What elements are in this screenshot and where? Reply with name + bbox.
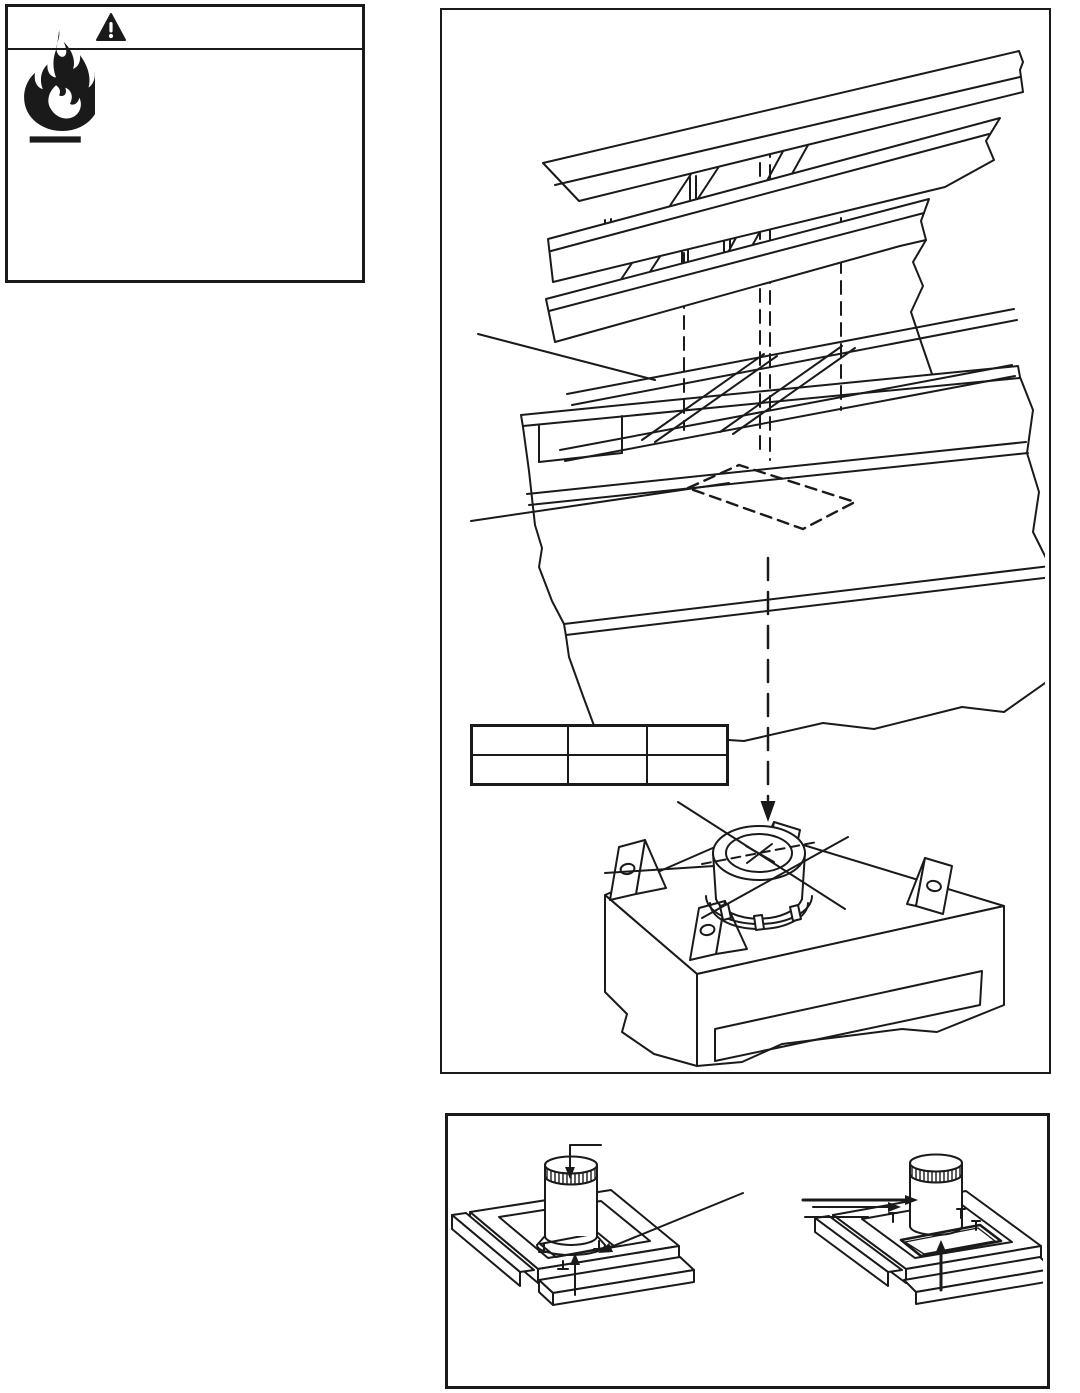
table-cell [472,755,569,785]
spec-table [470,724,729,786]
installation-exploded-figure [440,8,1051,1074]
warning-triangle-icon [96,12,126,43]
duct-connection-figure [445,1113,1050,1389]
table-cell [647,755,728,785]
flame-baseline [30,136,81,142]
duct-connection-drawing [448,1116,1043,1382]
duct-connector-right [803,1155,1043,1305]
duct-connector-left [452,1145,743,1305]
ceiling-joists-truss [543,51,1023,374]
table-row [472,755,728,785]
warning-panel [5,4,365,283]
table-cell [568,726,647,756]
table-cell [647,726,728,756]
duct-collar-cylinder [910,1155,962,1236]
table-cell [472,726,569,756]
flammable-flame-icon [17,28,95,148]
table-row [472,726,728,756]
table-cell [568,755,647,785]
torn-edge-right [911,240,932,374]
spec-table-body [472,726,728,785]
blower-unit [605,802,1004,1066]
ceiling-deck [521,366,1045,751]
mounting-bracket [907,858,952,914]
exploded-view-drawing [442,10,1045,1068]
